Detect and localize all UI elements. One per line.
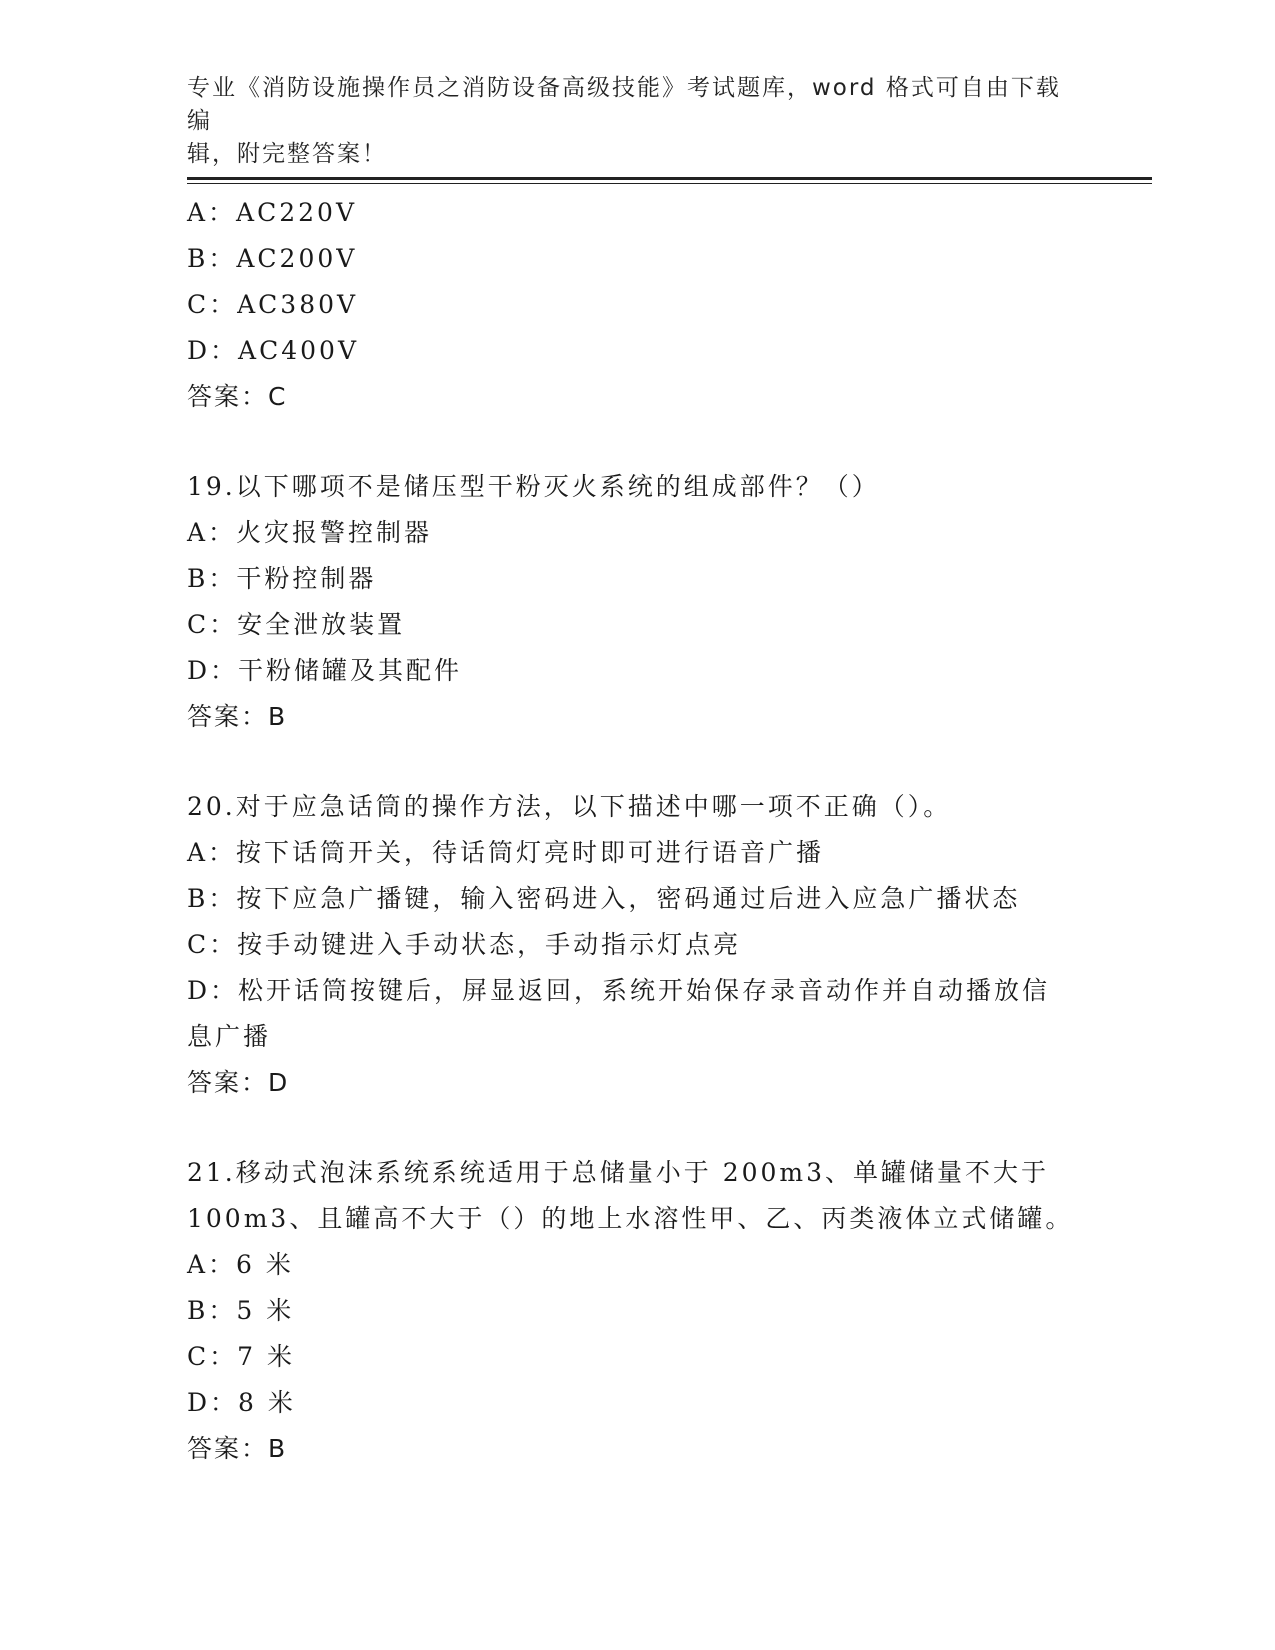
option-c: C：按手动键进入手动状态，手动指示灯点亮 (187, 930, 742, 959)
option-c: C：安全泄放装置 (187, 610, 406, 639)
question-18 (187, 190, 1087, 420)
option-d-continued: 息广播 (187, 1022, 272, 1051)
option-b: B：5 米 (187, 1296, 295, 1325)
option-a: A：火灾报警控制器 (187, 518, 433, 547)
question-gap (187, 1106, 1087, 1150)
header-line-2: 辑，附完整答案！ (187, 141, 387, 167)
answer-line: 答案：B (187, 702, 288, 731)
option-a: A：AC220V (187, 198, 358, 227)
question-list (187, 190, 1087, 1472)
option-d: D：干粉储罐及其配件 (187, 656, 463, 685)
option-d: D：8 米 (187, 1388, 296, 1417)
question-21 (187, 1150, 1087, 1472)
option-c: C：7 米 (187, 1342, 295, 1371)
question-gap (187, 420, 1087, 464)
question-20 (187, 784, 1087, 1106)
answer-line: 答案：B (187, 1434, 288, 1463)
option-b: B：AC200V (187, 244, 358, 273)
question-stem: 21.移动式泡沫系统系统适用于总储量小于 200m3、单罐储量不大于 (187, 1158, 1050, 1187)
header-line-1: 专业《消防设施操作员之消防设备高级技能》考试题库，word 格式可自由下载编 (187, 75, 1061, 134)
question-stem: 19.以下哪项不是储压型干粉灭火系统的组成部件？（） (187, 472, 880, 501)
option-a: A：6 米 (187, 1250, 294, 1279)
answer-line: 答案：C (187, 382, 288, 411)
question-19 (187, 464, 1087, 740)
option-b: B：按下应急广播键，输入密码进入，密码通过后进入应急广播状态 (187, 884, 1021, 913)
answer-line: 答案：D (187, 1068, 290, 1097)
option-b: B：干粉控制器 (187, 564, 377, 593)
header-rule-thin (187, 183, 1152, 184)
option-c: C：AC380V (187, 290, 359, 319)
question-gap (187, 740, 1087, 784)
option-a: A：按下话筒开关，待话筒灯亮时即可进行语音广播 (187, 838, 825, 867)
question-stem: 20.对于应急话筒的操作方法，以下描述中哪一项不正确（）。 (187, 792, 952, 821)
header-rule-thick (187, 177, 1152, 180)
question-stem-continued: 100m3、且罐高不大于（）的地上水溶性甲、乙、丙类液体立式储罐。 (187, 1204, 1074, 1233)
document-header (187, 72, 1067, 171)
option-d: D：松开话筒按键后，屏显返回，系统开始保存录音动作并自动播放信 (187, 976, 1051, 1005)
option-d: D：AC400V (187, 336, 359, 365)
